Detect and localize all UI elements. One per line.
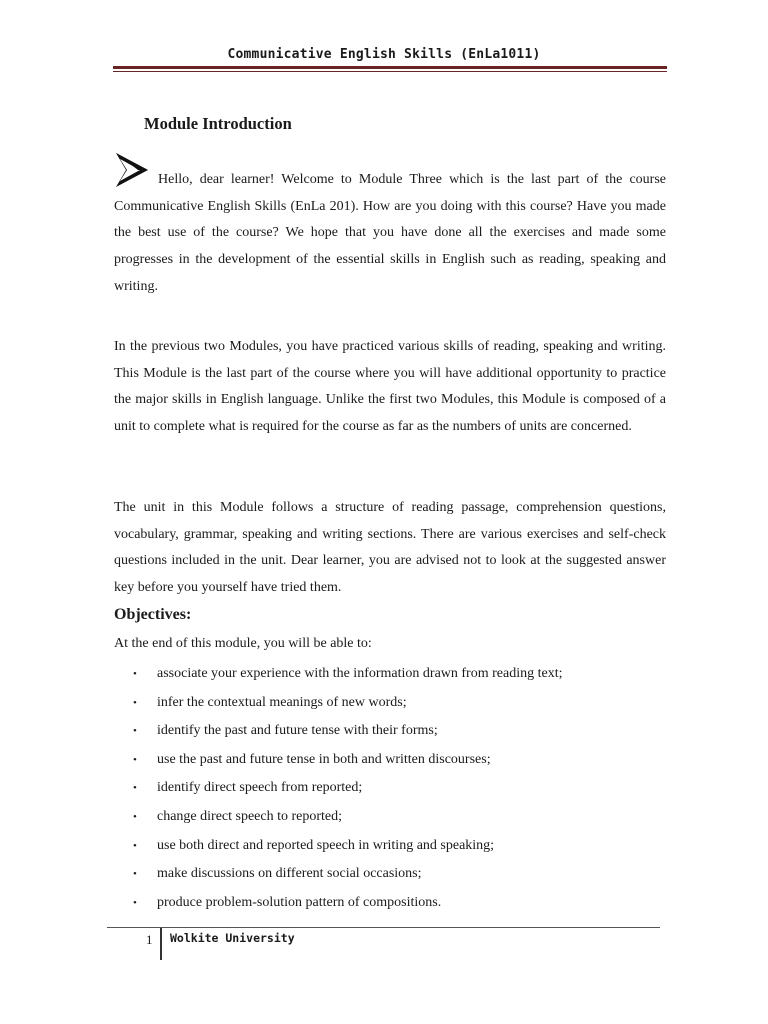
page-number: 1: [146, 932, 153, 947]
list-item: [114, 889, 674, 918]
list-item: [114, 774, 674, 803]
bullet-icon: •: [133, 668, 137, 680]
footer-divider: [160, 928, 162, 960]
list-item: [114, 832, 674, 861]
list-item-text: make discussions on different social occasions;: [157, 866, 422, 882]
objectives-list: [114, 660, 674, 917]
intro-paragraph-1: Hello, dear learner! Welcome to Module Three which is the last part of the course Communicative English Skills (EnLa 201). How are you doing with this course? Have you made the best use of the course? We hope that you have done all the exercises and made some progresses in the development of the essential skills in English such as reading, speaking and writing.: [114, 172, 666, 294]
intro-paragraph-3: The unit in this Module follows a structure of reading passage, comprehension questions, vocabulary, grammar, speaking and writing sections. There are various exercises and self-check questions included in the unit. Dear learner, you are advised not to look at the suggested answer key before you yourself have tried them.: [114, 500, 666, 596]
header-rule-thick: [113, 66, 667, 69]
bullet-icon: •: [133, 782, 137, 795]
list-item-text: change direct speech to reported;: [157, 808, 343, 824]
list-item-text: identify the past and future tense with their forms;: [157, 723, 438, 739]
list-item-text: identify direct speech from reported;: [157, 780, 363, 796]
bullet-icon: •: [133, 725, 137, 738]
bullet-icon: •: [133, 753, 137, 766]
intro-paragraph-2: In the previous two Modules, you have practiced various skills of reading, speaking and writing. This Module is the last part of the course where you will have additional opportunity to practice the major skills in English language. Unlike the first two Modules, this Module is composed of a unit to complete what is required for the course as far as the numbers of units are concerned.: [114, 339, 666, 435]
list-item: [114, 803, 674, 832]
list-item: [114, 660, 674, 689]
list-item-text: infer the contextual meanings of new words;: [157, 694, 407, 710]
module-title: Module Introduction: [144, 114, 292, 133]
list-item: [114, 860, 674, 889]
header-title: Communicative English Skills (EnLa1011): [227, 47, 541, 62]
objectives-intro: At the end of this module, you will be able to:: [114, 636, 372, 651]
list-item: [114, 717, 674, 746]
objectives-heading: Objectives:: [114, 606, 192, 623]
list-item-text: produce problem-solution pattern of compositions.: [157, 894, 442, 910]
list-item-text: use both direct and reported speech in writing and speaking;: [157, 837, 495, 853]
list-item: [114, 689, 674, 718]
bullet-icon: •: [133, 839, 137, 852]
bullet-icon: •: [133, 868, 137, 881]
footer-university-label: Wolkite University: [170, 931, 295, 945]
list-item-text: associate your experience with the information drawn from reading text;: [157, 666, 563, 681]
bullet-icon: •: [133, 696, 137, 709]
list-item: [114, 746, 674, 775]
header-rule-thin: [113, 71, 667, 72]
bullet-icon: •: [133, 810, 137, 823]
footer-rule: [107, 927, 660, 928]
bullet-icon: •: [133, 896, 137, 909]
list-item-text: use the past and future tense in both and written discourses;: [157, 751, 491, 767]
